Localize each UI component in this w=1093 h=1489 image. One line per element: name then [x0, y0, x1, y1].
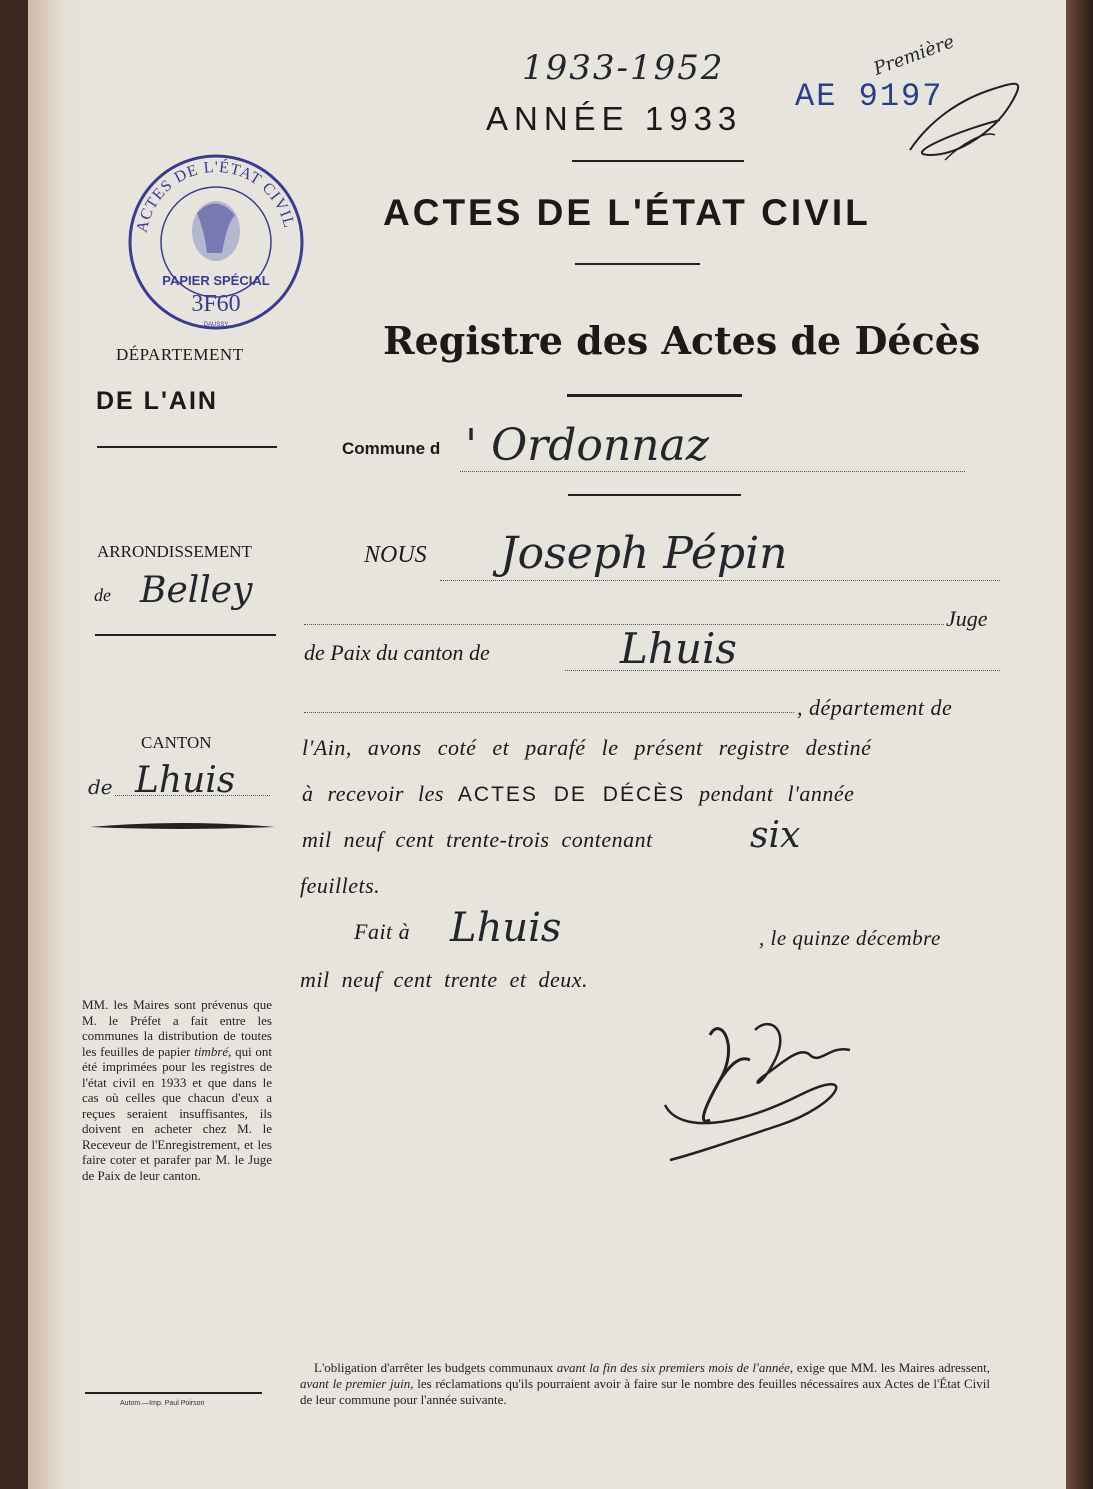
- footnote-p1: L'obligation d'arrêter les budgets communaux: [314, 1360, 554, 1375]
- departement-divider: [97, 446, 277, 448]
- actes-de-deces-caps: ACTES DE DÉCÈS: [457, 783, 686, 806]
- footnote-p1-italic: avant la fin des six premiers mois de l'année,: [556, 1360, 794, 1375]
- canton-label: CANTON: [141, 733, 212, 752]
- canton-value: Lhuis: [135, 760, 236, 801]
- paix-dotline: [565, 670, 1000, 671]
- juge-label: Juge: [946, 606, 988, 631]
- footnote-p2-italic: avant le premier juin,: [300, 1376, 414, 1391]
- nous-dotline: [440, 580, 1000, 581]
- dept-dotline: [304, 712, 794, 713]
- seal-engraver: DAUSSY: [203, 322, 229, 328]
- notice-text-before: MM. les Maires sont prévenus que M. le Préfet a fait entre les communes la distribution de toutes les feuilles de papier: [82, 997, 272, 1059]
- nous-value: Joseph Pépin: [500, 528, 788, 579]
- commune-underline: [568, 494, 741, 496]
- subtitle-underline: [567, 394, 742, 397]
- fait-label: Fait à: [354, 919, 411, 944]
- archive-initials-scribble: [900, 60, 1030, 170]
- body-line-2: [302, 781, 854, 807]
- date-text: , le quinze décembre: [759, 926, 941, 950]
- arrondissement-value: Belley: [140, 570, 253, 611]
- page-binding-edge: [28, 0, 88, 1489]
- book-spine-edge: [1066, 0, 1093, 1489]
- commune-label: Commune d: [342, 439, 441, 458]
- register-subtitle: Registre des Actes de Décès: [383, 318, 981, 363]
- papier-special-seal: [127, 153, 305, 331]
- title-underline: [575, 263, 700, 265]
- canton-prefix: de: [88, 775, 113, 799]
- notice-text-after: qui ont été imprimées pour les registres de l'état civil en 1933 et que dans le cas où celles que chacun d'eux a reçues seraient insuffisantes, ils doivent en acheter chez M. le Receveur de l'Enregistrement, et les faire coter et parafer par M. le Juge de Paix de leur canton.: [82, 1043, 272, 1183]
- budget-footnote: [300, 1360, 990, 1408]
- notice-text-italic: timbré,: [194, 1043, 232, 1059]
- year-text: mil neuf cent trente et deux.: [300, 967, 589, 992]
- document-title: ACTES DE L'ÉTAT CIVIL: [383, 192, 871, 233]
- body-line-2-a: à recevoir les: [302, 781, 444, 806]
- year-label: ANNÉE 1933: [486, 100, 743, 137]
- archive-stamp-code-text: AE 919: [795, 78, 923, 115]
- judge-signature: [660, 1005, 865, 1165]
- arrondissement-prefix: de: [94, 585, 111, 605]
- commune-dotline: [460, 471, 965, 472]
- canton-divider-flourish: [90, 820, 275, 832]
- body-line-2-c: pendant l'année: [699, 781, 855, 806]
- seal-ring-text: ACTES DE L'ÉTAT CIVIL: [133, 158, 298, 235]
- mayors-notice: [82, 997, 272, 1183]
- dept-label: , département de: [797, 695, 953, 720]
- seal-paper-label: PAPIER SPÉCIAL: [162, 273, 270, 288]
- body-line-4: feuillets.: [300, 873, 381, 898]
- date-range-handwritten: 1933-1952: [522, 48, 725, 88]
- departement-label: DÉPARTEMENT: [116, 345, 244, 364]
- archive-stamp-code-overwritten: 7: [922, 78, 944, 115]
- footnote-p3: les réclamations qu'ils pourraient avoir à faire sur le nombre des feuilles nécessaires aux Actes de l'État Civil de leur commune pour l'année suivante.: [300, 1376, 991, 1407]
- canton-dotline: [115, 795, 270, 796]
- paix-label: de Paix du canton de: [304, 640, 490, 665]
- arrondissement-underline: [95, 634, 276, 636]
- fait-value: Lhuis: [450, 905, 562, 951]
- departement-value: DE L'AIN: [96, 387, 218, 415]
- printer-credit: Autom.—Imp. Paul Poirson: [120, 1400, 205, 1407]
- body-line-1: l'Ain, avons coté et parafé le présent registre destiné: [302, 735, 872, 760]
- nous-label: NOUS: [364, 542, 427, 568]
- arrondissement-label: ARRONDISSEMENT: [97, 542, 252, 561]
- bottom-left-rule: [85, 1392, 262, 1394]
- feuillets-count-value: six: [750, 815, 801, 856]
- body-line-3: mil neuf cent trente-trois contenant: [302, 827, 653, 852]
- paix-value: Lhuis: [620, 624, 737, 673]
- footnote-p2: exige que MM. les Maires adressent,: [796, 1360, 991, 1375]
- corner-note-handwritten: Première: [870, 31, 958, 80]
- commune-value: ' Ordonnaz: [465, 420, 709, 471]
- year-underline: [572, 160, 744, 162]
- seal-price: 3F60: [191, 291, 241, 317]
